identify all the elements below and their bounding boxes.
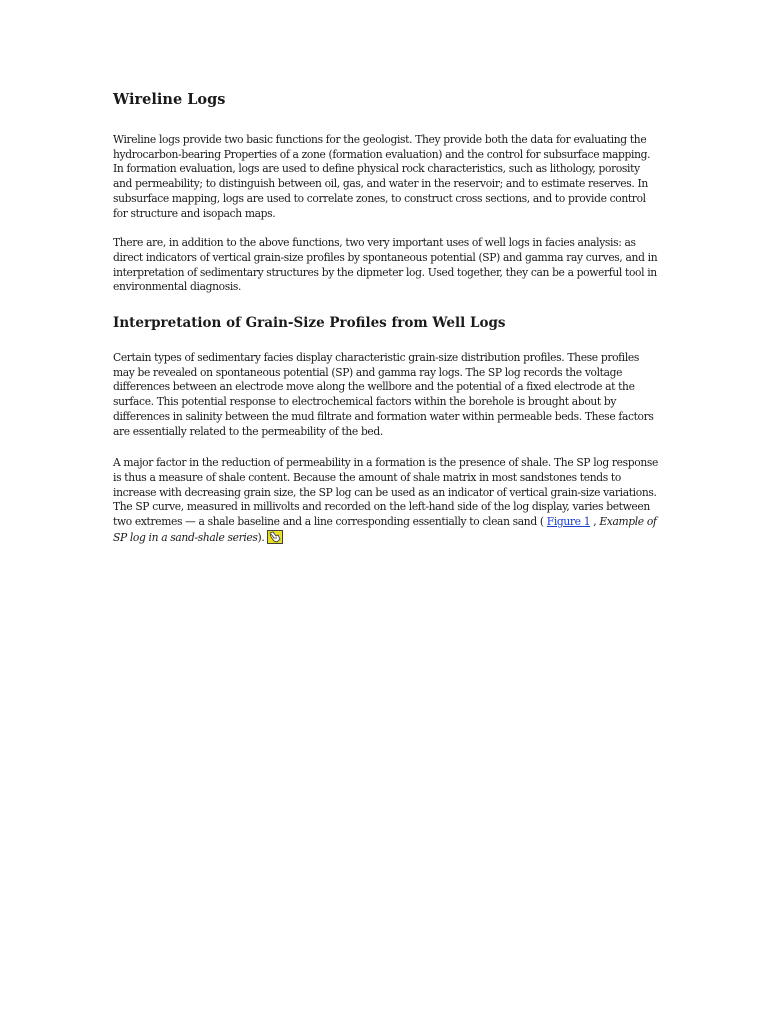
document-page <box>113 88 658 562</box>
paragraph-intro: Wireline logs provide two basic functions for the geologist. They provide both the data for evaluating the hydrocarbon-bearing Properties of a zone (formation evaluation) and the control for subsurface mapping. In formation evaluation, logs are used to define physical rock characteristics, such as lithology, porosity and permeability; to distinguish between oil, gas, and water in the reservoir; and to estimate reserves. In subsurface mapping, logs are used to correlate zones, to construct cross sections, and to provide control for structure and isopach maps. <box>113 133 651 220</box>
paragraph-shale <box>113 456 658 545</box>
figure-1-link[interactable]: Figure 1 <box>546 515 591 529</box>
paragraph-facies-uses: There are, in addition to the above functions, two very important uses of well logs in facies analysis: as direct indicators of vertical grain-size profiles by spontaneous potential (SP) and gamma ray curves, and in interpretation of sedimentary structures by the dipmeter log. Used together, they can be a powerful tool in environmental diagnosis. <box>113 236 658 294</box>
paragraph-grain-size: Certain types of sedimentary facies display characteristic grain-size distribution profiles. These profiles may be revealed on spontaneous potential (SP) and gamma ray logs. The SP log records the voltage differences between an electrode move along the wellbore and the potential of a fixed electrode at the surface. This potential response to electrochemical factors within the borehole is brought about by differences in salinity between the mud filtrate and formation water within permeable beds. These factors are essentially related to the permeability of the bed. <box>113 351 654 438</box>
paragraph-shale-text: A major factor in the reduction of permeability in a formation is the presence of shale. The SP log response is thus a measure of shale content. Because the amount of shale matrix in most sandstones tends to increase with decreasing grain size, the SP log can be used as an indicator of vertical grain-size variations. The SP curve, measured in millivolts and recorded on the left-hand side of the log display, varies between two extremes — a shale baseline and a line corresponding essentially to clean sand ( <box>113 456 658 529</box>
paragraph-shale-end: ). <box>257 530 265 544</box>
section-heading: Interpretation of Grain-Size Profiles from Well Logs <box>113 315 506 332</box>
figure-view-icon[interactable] <box>267 530 283 544</box>
page-title: Wireline Logs <box>113 91 226 108</box>
figure-caption: Example of SP log in a sand-shale series <box>113 515 657 544</box>
caption-separator: , <box>590 515 600 529</box>
